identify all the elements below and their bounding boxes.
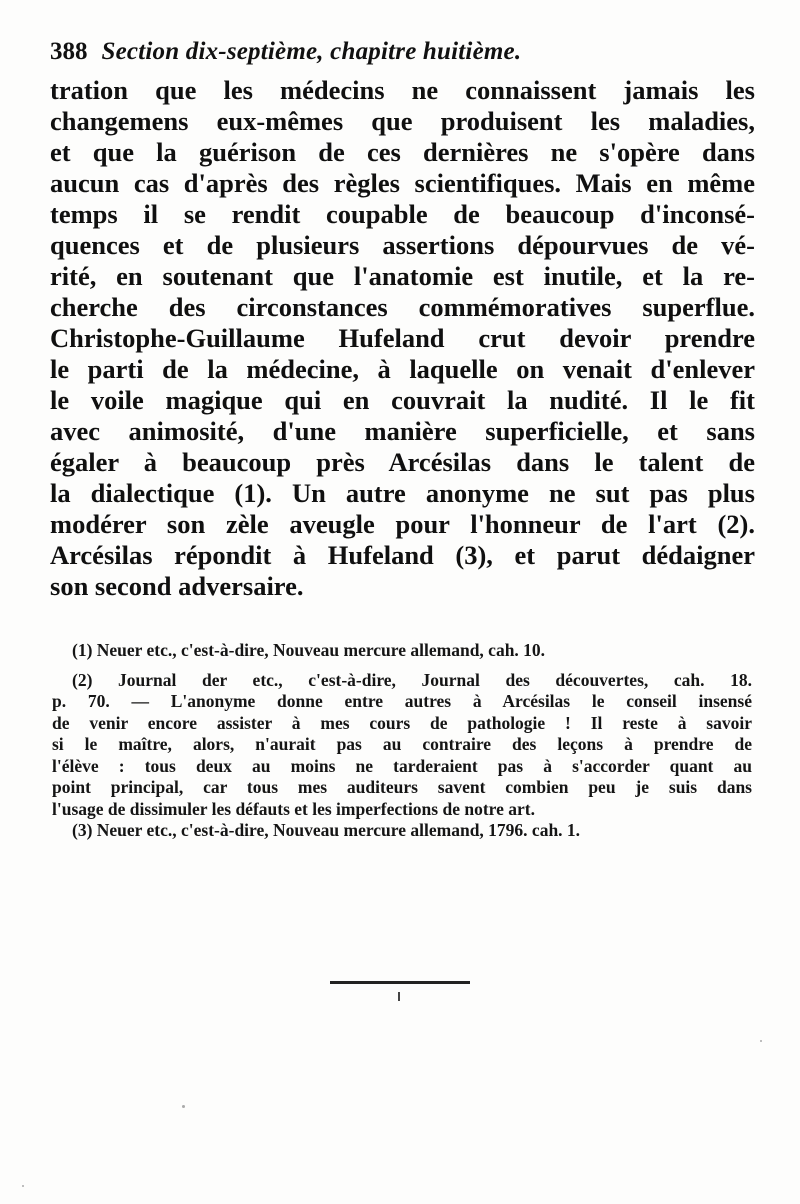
text-line: égaler à beaucoup près Arcésilas dans le talent de [50,447,755,477]
text-line: le voile magique qui en couvrait la nudité. Il le fit [50,385,755,415]
text-line: quences et de plusieurs assertions dépourvues de vé- [50,230,755,260]
text-line: tration que les médecins ne connaissent jamais les [50,75,755,105]
paper-speck [760,1040,762,1042]
footnote-3 [52,820,752,842]
end-rule [330,981,470,984]
page-number: 388 [50,38,88,65]
text-line: Christophe-Guillaume Hufeland crut devoir prendre [50,323,755,353]
main-text [50,75,755,602]
section-title: Section dix-septième, chapitre huitième. [101,38,522,65]
text-line: changemens eux-mêmes que produisent les maladies, [50,106,755,136]
text-line: le parti de la médecine, à laquelle on venait d'enlever [50,354,755,384]
text-line: cherche des circonstances commémoratives superflue. [50,292,755,322]
footnote-line: l'élève : tous deux au moins ne tarderaient pas à s'accorder quant au [52,755,752,776]
footnote-line: de venir encore assister à mes cours de pathologie ! Il reste à savoir [52,712,752,733]
paper-speck [22,1185,24,1187]
text-line: la dialectique (1). Un autre anonyme ne sut pas plus [50,478,755,508]
text-line: modérer son zèle aveugle pour l'honneur de l'art (2). [50,509,755,539]
footnote-line: point principal, car tous mes auditeurs savent combien peu je suis dans [52,777,752,797]
footnote-line: p. 70. — L'anonyme donne entre autres à Arcésilas le conseil insensé [52,691,752,711]
footnote-line: (2) Journal der etc., c'est-à-dire, Journal des découvertes, cah. 18. [72,669,752,690]
running-head [50,38,750,72]
footnote-line: si le maître, alors, n'aurait pas au contraire des leçons à prendre de [52,734,752,754]
rule-tick-mark [398,992,400,1001]
footnote-1 [52,640,752,662]
text-line: aucun cas d'après des règles scientifiques. Mais en même [50,168,755,198]
footnote-line: l'usage de dissimuler les défauts et les imperfections de notre art. [52,798,535,819]
text-line: Arcésilas répondit à Hufeland (3), et parut dédaigner [50,540,755,570]
footnote-2 [52,670,752,821]
paper-speck [182,1105,185,1108]
footnote-line: (3) Neuer etc., c'est-à-dire, Nouveau mercure allemand, 1796. cah. 1. [72,820,581,840]
text-line: avec animosité, d'une manière superficielle, et sans [50,416,755,446]
footnote-line: (1) Neuer etc., c'est-à-dire, Nouveau mercure allemand, cah. 10. [72,640,546,660]
text-line: et que la guérison de ces dernières ne s'opère dans [50,137,755,167]
text-line: rité, en soutenant que l'anatomie est inutile, et la re- [50,261,755,291]
footnotes [52,640,752,842]
text-line: temps il se rendit coupable de beaucoup d'inconsé- [50,199,755,229]
text-line: son second adversaire. [50,571,304,601]
